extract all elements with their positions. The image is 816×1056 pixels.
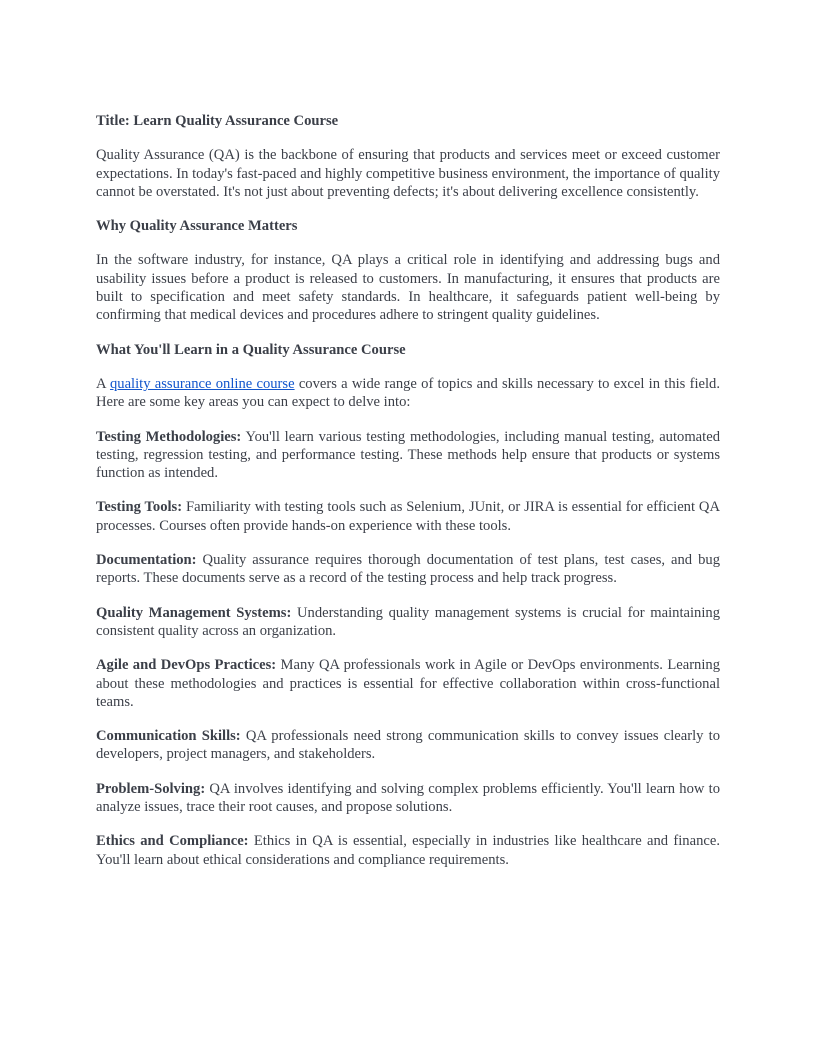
topic-paragraph xyxy=(96,498,720,535)
topic-paragraph xyxy=(96,604,720,641)
topic-text: Understanding quality management systems is crucial for maintaining consistent quality across an organization. xyxy=(96,604,720,639)
topic-term: Agile and DevOps Practices: xyxy=(96,657,277,674)
section-body-why-qa: In the software industry, for instance, QA plays a critical role in identifying and addressing bugs and usability issues before a product is released to customers. In manufacturing, it ensures that products are built to specification and meet safety standards. In healthcare, it safeguards patient well-being by confirming that medical devices and procedures adhere to stringent quality guidelines. xyxy=(96,252,720,324)
intro-text-after-link: covers a wide range of topics and skills necessary to excel in this field. Here are some key areas you can expect to delve into: xyxy=(96,375,720,411)
topic-term: Ethics and Compliance: xyxy=(96,833,249,850)
topic-paragraph xyxy=(96,832,720,869)
quality-assurance-course-link[interactable]: quality assurance online course xyxy=(109,375,295,392)
topic-text: Familiarity with testing tools such as Selenium, JUnit, or JIRA is essential for efficient QA processes. Courses often provide hands-on experience with these tools. xyxy=(96,499,720,534)
topic-paragraph xyxy=(96,727,720,764)
topic-paragraph xyxy=(96,656,720,711)
topic-term: Documentation: xyxy=(96,552,197,569)
topic-text: You'll learn various testing methodologies, including manual testing, automated testing, regression testing, and performance testing. These methods help ensure that products or systems function as intended. xyxy=(96,428,720,482)
section-heading-why-qa: Why Quality Assurance Matters xyxy=(96,218,298,235)
section-intro-what-you-learn xyxy=(96,375,720,412)
topic-paragraph xyxy=(96,780,720,817)
topic-paragraph xyxy=(96,551,720,588)
topic-text: QA professionals need strong communication skills to convey issues clearly to developers, project managers, and stakeholders. xyxy=(96,728,721,763)
topic-term: Quality Management Systems: xyxy=(96,604,292,621)
document-page xyxy=(96,112,720,885)
document-title: Title: Learn Quality Assurance Course xyxy=(96,113,339,129)
topic-term: Testing Tools: xyxy=(96,499,183,516)
topic-term: Problem-Solving: xyxy=(96,780,206,797)
topic-term: Communication Skills: xyxy=(96,728,241,745)
topic-text: Ethics in QA is essential, especially in industries like healthcare and finance. You'll learn about ethical considerations and compliance requirements. xyxy=(96,833,720,868)
topic-text: Many QA professionals work in Agile or DevOps environments. Learning about these methodologies and practices is essential for effective collaboration within cross-functional teams. xyxy=(96,657,720,710)
topic-text: QA involves identifying and solving complex problems efficiently. You'll learn how to analyze issues, trace their root causes, and propose solutions. xyxy=(96,780,720,816)
topic-text: Quality assurance requires thorough documentation of test plans, test cases, and bug reports. These documents serve as a record of the testing process and help track progress. xyxy=(96,552,720,587)
topic-paragraph xyxy=(96,428,720,483)
topic-term: Testing Methodologies: xyxy=(96,428,242,445)
intro-paragraph: Quality Assurance (QA) is the backbone of ensuring that products and services meet or exceed customer expectations. In today's fast-paced and highly competitive business environment, the importance of quality cannot be overstated. It's not just about preventing defects; it's about delivering excellence consistently. xyxy=(96,147,720,200)
intro-text-before-link: A xyxy=(96,375,110,392)
section-heading-what-you-learn: What You'll Learn in a Quality Assurance Course xyxy=(96,341,406,358)
